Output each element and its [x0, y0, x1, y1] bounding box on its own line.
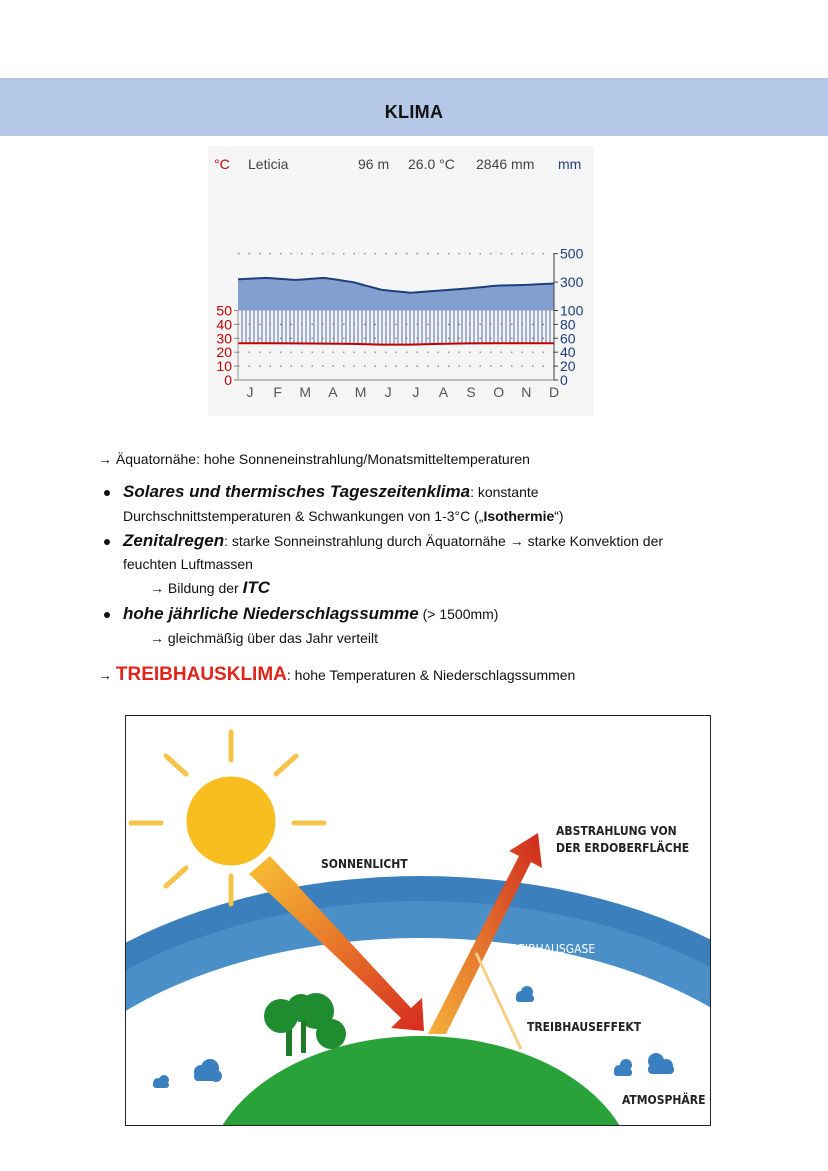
- treibhausklima-line: [98, 664, 575, 686]
- temp-tick-label: 10: [216, 358, 232, 375]
- treibhausklima-term: TREIBHAUSKLIMA: [115, 664, 287, 685]
- bullet-title: Zenitalregen: [123, 531, 225, 550]
- precip-unit-label: mm: [558, 156, 582, 172]
- month-label: N: [521, 384, 532, 400]
- bullet-title: hohe jährliche Niederschlagssumme: [123, 604, 419, 623]
- atmosphere-label: ATMOSPHÄRE: [622, 1093, 706, 1107]
- temp-tick-label: 30: [216, 330, 232, 347]
- month-label: J: [384, 384, 392, 400]
- station-annual-precip: 2846 mm: [476, 156, 535, 172]
- month-label: S: [466, 384, 476, 400]
- station-altitude: 96 m: [358, 156, 390, 172]
- climate-chart-svg: [208, 146, 594, 416]
- station-name: Leticia: [248, 156, 289, 172]
- itc-term: ITC: [242, 578, 270, 597]
- bullet-niederschlag: [123, 603, 498, 625]
- intro-line: → Äquatornähe: hohe Sonneneinstrahlung/Monatsmitteltemperaturen: [98, 451, 530, 467]
- bullet-text: “): [554, 508, 564, 524]
- bullet-text: Durchschnittstemperaturen & Schwankungen von 1-3°C („: [123, 508, 484, 524]
- temp-tick-label: 40: [216, 316, 232, 333]
- bullet-zenitalregen: [123, 530, 663, 552]
- page-title: KLIMA: [384, 102, 444, 122]
- month-label: A: [328, 384, 338, 400]
- month-label: M: [354, 384, 367, 400]
- station-mean-temp: 26.0 °C: [408, 156, 455, 172]
- radiation-label-line1: ABSTRAHLUNG VON: [556, 824, 677, 838]
- month-label: M: [299, 384, 312, 400]
- arrow-text: →: [98, 667, 116, 683]
- bullet-isothermie-line2: [123, 505, 564, 527]
- precip-humid-area: [238, 278, 554, 311]
- sun-icon: [131, 732, 324, 904]
- temp-tick-label: 20: [216, 344, 232, 361]
- itc-line: [150, 577, 270, 599]
- isothermie-term: Isothermie: [483, 508, 555, 524]
- bullet-text: : starke Sonneinstrahlung durch Äquatornähe → starke Konvektion der: [224, 533, 664, 549]
- niederschlag-sub: → gleichmäßig über das Jahr verteilt: [150, 630, 378, 646]
- precip-tick-label: 0: [560, 372, 568, 388]
- precip-tick-label: 60: [560, 330, 576, 347]
- greenhouse-diagram-svg: [126, 716, 711, 1126]
- month-label: J: [246, 384, 254, 400]
- temp-tick-label: 0: [224, 372, 232, 388]
- radiation-label-line2: DER ERDOBERFLÄCHE: [556, 841, 690, 855]
- bullet-text: → Bildung der: [150, 580, 243, 596]
- precip-tick-label: 500: [560, 245, 584, 262]
- precip-tick-label: 20: [560, 358, 576, 375]
- bullet-dot: [104, 539, 110, 545]
- precip-tick-label: 40: [560, 344, 576, 361]
- greenhouse-effect-label: TREIBHAUSEFFEKT: [527, 1020, 642, 1034]
- treibhausklima-text: : hohe Temperaturen & Niederschlagssummen: [286, 667, 576, 683]
- bullet-dot: [104, 612, 110, 618]
- precip-tick-label: 80: [560, 316, 576, 333]
- temp-tick-label: 50: [216, 302, 232, 319]
- month-label: J: [412, 384, 420, 400]
- greenhouse-gases-label: TREIBHAUSGASE: [504, 942, 596, 956]
- temperature-line: [238, 343, 554, 344]
- precip-tick-label: 300: [560, 274, 584, 291]
- month-label: F: [273, 384, 282, 400]
- sunlight-label: SONNENLICHT: [321, 857, 408, 871]
- bullet-title: Solares und thermisches Tageszeitenklima: [123, 482, 471, 501]
- month-label: A: [438, 384, 449, 400]
- bullet-text: : konstante: [470, 484, 539, 500]
- greenhouse-diagram: [125, 715, 711, 1126]
- temp-unit-label: °C: [214, 156, 230, 172]
- month-label: O: [493, 384, 505, 400]
- climate-chart: [208, 146, 594, 416]
- month-label: D: [548, 384, 560, 400]
- precip-tick-label: 100: [560, 302, 584, 319]
- bullet-isothermie: [123, 481, 539, 503]
- bullet-text: (> 1500mm): [418, 606, 499, 622]
- bullet-zenitalregen-line2: feuchten Luftmassen: [123, 556, 253, 572]
- bullet-dot: [104, 490, 110, 496]
